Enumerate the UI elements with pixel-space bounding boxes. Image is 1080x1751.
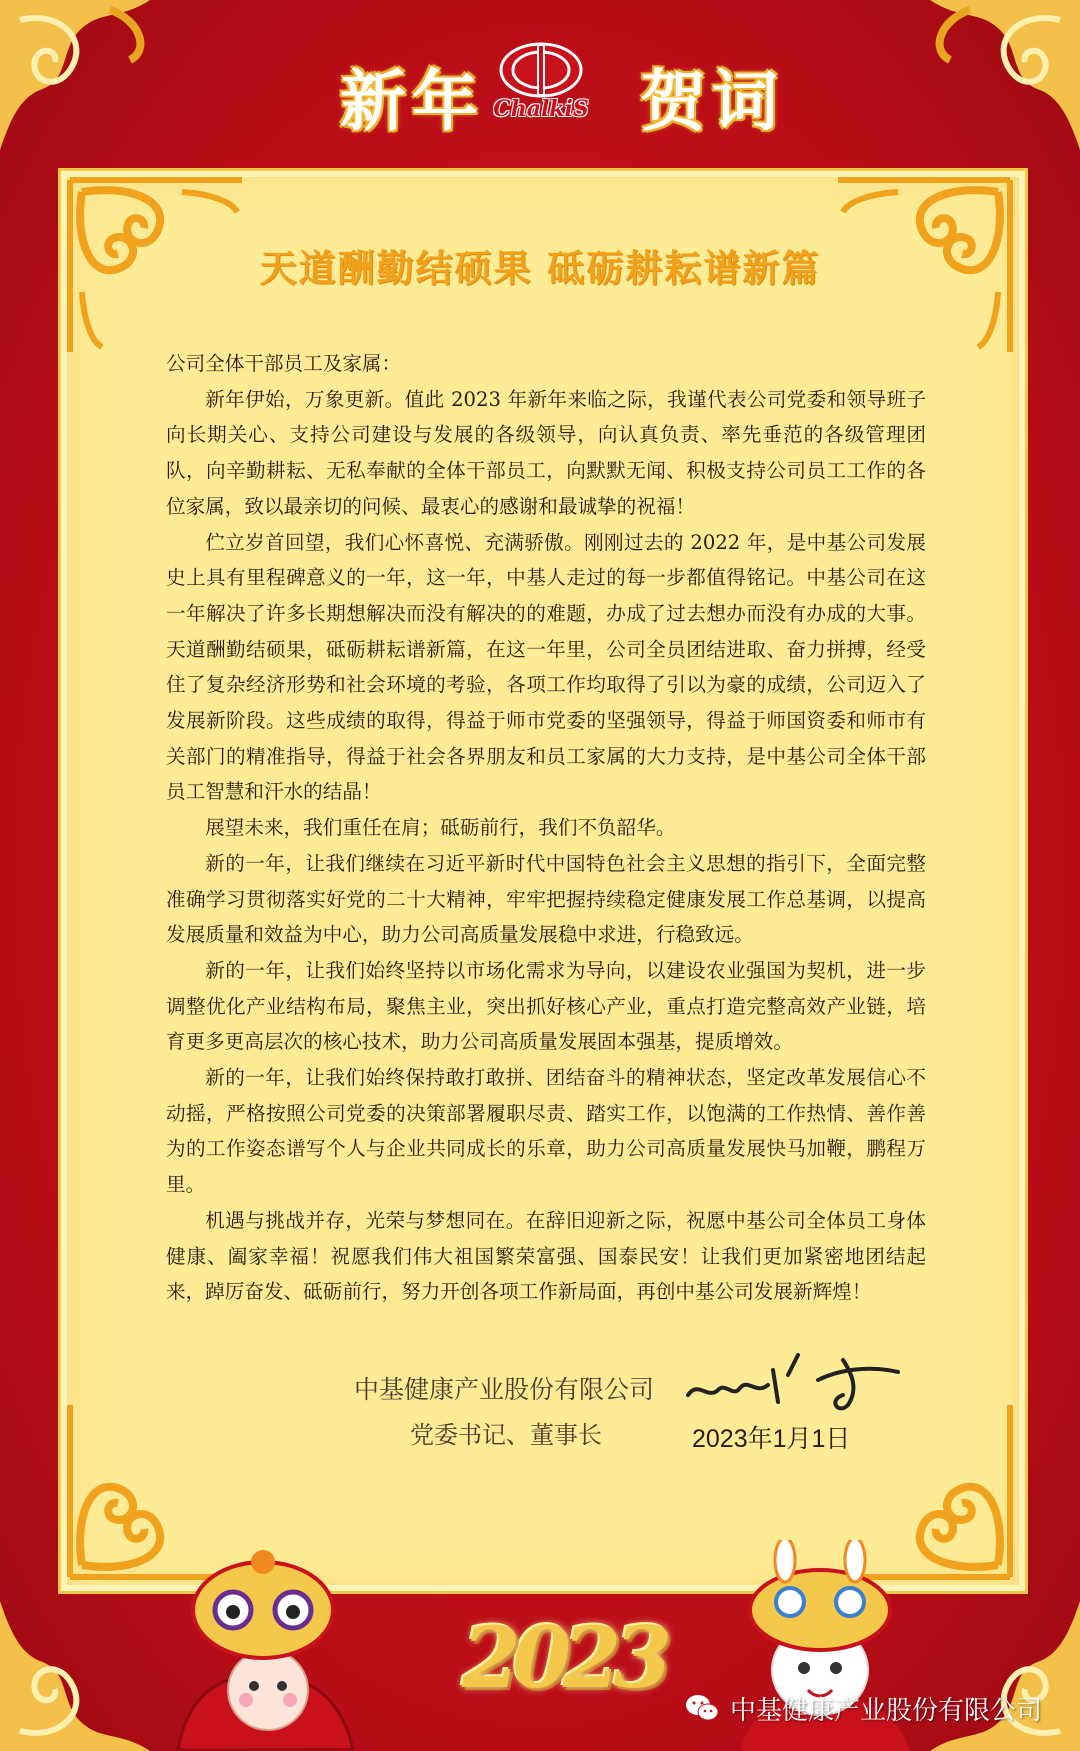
signature-date: 2023年1月1日	[692, 1425, 851, 1453]
signature-title: 党委书记、董事长	[410, 1421, 602, 1449]
header-title-right: 贺词	[640, 62, 784, 140]
letter-paragraph: 机遇与挑战并存，光荣与梦想同在。在辞旧迎新之际，祝愿中基公司全体员工身体健康、阖家幸福！祝愿我们伟大祖国繁荣富强、国泰民安！让我们更加紧密地团结起来，踔厉奋发、砥砺前行，努力开创各项工作新局面，再创中基公司发展新辉煌！	[166, 1208, 926, 1304]
letter-paragraph: 新的一年，让我们始终坚持以市场化需求为导向，以建设农业强国为契机，进一步调整优化产业结构布局，聚焦主业，突出抓好核心产业，重点打造完整高效产业链，培育更多更高层次的核心技术，助力公司高质量发展固本强基，提质增效。	[166, 958, 926, 1054]
header-title-left: 新年	[340, 62, 484, 140]
footer-brand	[684, 1688, 1042, 1728]
letter-paragraph: 展望未来，我们重任在肩；砥砺前行，我们不负韶华。	[205, 816, 676, 840]
letter-body	[166, 346, 926, 1310]
footer-brand-text: 中基健康产业股份有限公司	[730, 1695, 1043, 1726]
letter-paragraph: 新年伊始，万象更新。值此 2023 年新年来临之际，我谨代表公司党委和领导班子向长期关心、支持公司建设与发展的各级领导，向认真负责、率先垂范的各级管理团队，向辛勤耕耘、无私奉献的全体干部员工，向默默无闻、积极支持公司员工工作的各位家属，致以最亲切的问候、最衷心的感谢和最诚挚的祝福！	[166, 387, 926, 518]
lion-dance-rabbit-mascot-left	[168, 1540, 358, 1750]
letter-salutation: 公司全体干部员工及家属：	[166, 352, 402, 375]
signature-company: 中基健康产业股份有限公司	[354, 1375, 655, 1404]
letter-paragraph: 新的一年，让我们始终保持敢打敢拼、团结奋斗的精神状态，坚定改革发展信心不动摇，严格按照公司党委的决策部署履职尽责、踏实工作，以饱满的工作热情、善作善为的工作姿态谱写个人与企业共同成长的乐章，助力公司高质量发展快马加鞭，鹏程万里。	[166, 1066, 926, 1197]
letter-paragraph: 新的一年，让我们继续在习近平新时代中国特色社会主义思想的指引下，全面完整准确学习贯彻落实好党的二十大精神，牢牢把握持续稳定健康发展工作总基调，以提高发展质量和效益为中心，助力公司高质量发展稳中求进，行稳致远。	[166, 851, 926, 947]
logo-text: ChalkiS	[493, 96, 589, 122]
handwritten-signature	[678, 1340, 918, 1420]
header	[0, 40, 1080, 140]
letter-main-title: 天道酬勤结硕果 砥砺耕耘谱新篇	[259, 247, 821, 290]
letter-paragraph: 伫立岁首回望，我们心怀喜悦、充满骄傲。刚刚过去的 2022 年，是中基公司发展史上具有里程碑意义的一年，这一年，中基人走过的每一步都值得铭记。中基公司在这一年解决了许多长期想解决而没有解决的的难题，办成了过去想办而没有办成的大事。天道酬勤结硕果，砥砺耕耘谱新篇，在这一年里，公司全员团结进取、奋力拼搏，经受住了复杂经济形势和社会环境的考验，各项工作均取得了引以为豪的成绩，公司迈入了发展新阶段。这些成绩的取得，得益于师市党委的坚强领导，得益于师国资委和师市有关部门的精准指导，得益于社会各界朋友和员工家属的大力支持，是中基公司全体干部员工智慧和汗水的结晶！	[166, 530, 926, 804]
wechat-icon	[684, 1693, 720, 1723]
year-2023-graphic: 2023	[462, 1608, 664, 1707]
